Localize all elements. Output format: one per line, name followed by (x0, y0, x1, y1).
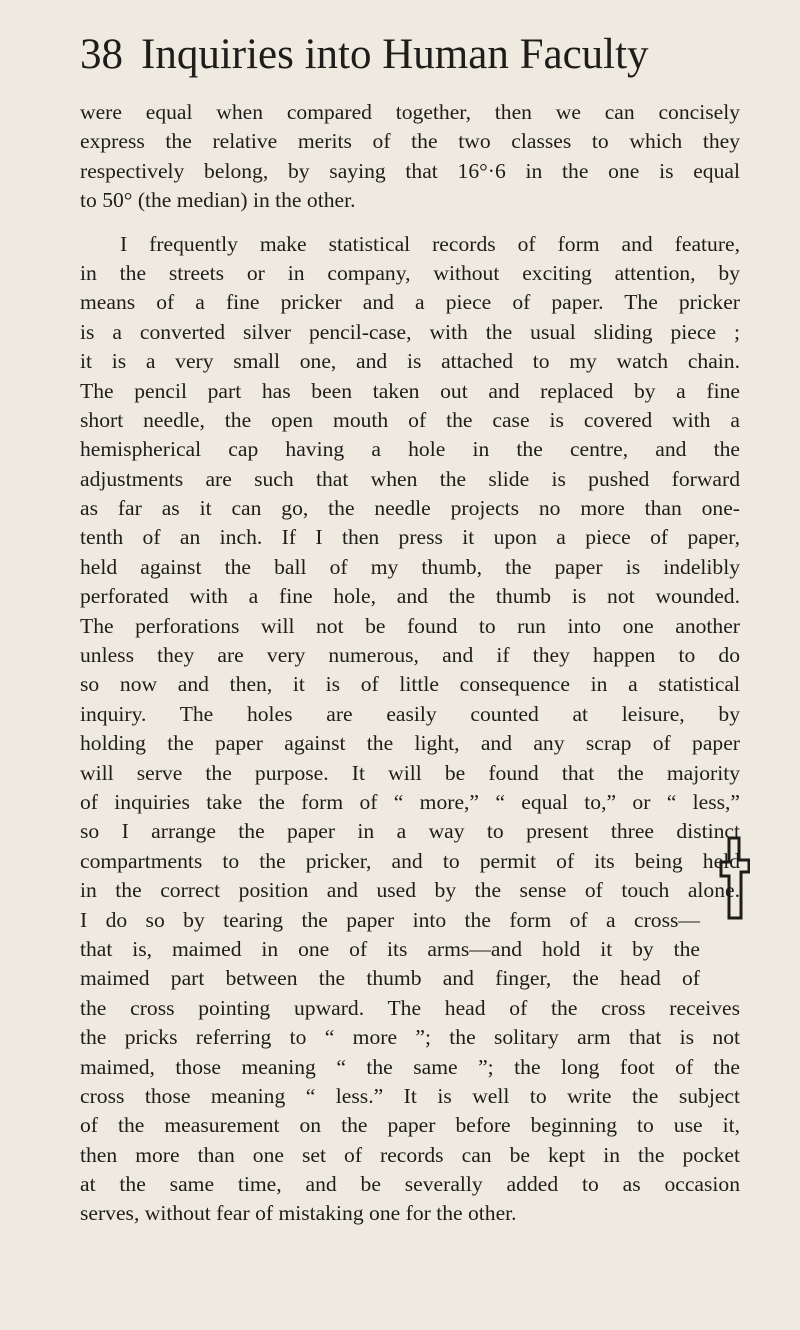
text-line: will serve the purpose. It will be found that the majority (80, 760, 740, 785)
text-line: of the measurement on the paper before beginning to use it, (80, 1113, 740, 1138)
page-header (80, 30, 740, 90)
paragraph-1 (80, 98, 740, 216)
text-line: it is a very small one, and is attached to my watch chain. (80, 349, 740, 374)
text-line: The perforations will not be found to run into one another (80, 613, 740, 638)
text-line: The pencil part has been taken out and replaced by a fine (80, 378, 740, 403)
paragraph-2 (80, 230, 740, 1229)
text-line: inquiry. The holes are easily counted at leisure, by (80, 701, 740, 726)
text-line: holding the paper against the light, and any scrap of paper (80, 731, 740, 756)
text-line: maimed part between the thumb and finger, the head of (80, 966, 700, 991)
page-number: 38 (80, 31, 123, 78)
text-line: held against the ball of my thumb, the paper is indelibly (80, 554, 740, 579)
text-line: is a converted silver pencil-case, with the usual sliding piece ; (80, 319, 740, 344)
text-line: short needle, the open mouth of the case is covered with a (80, 407, 740, 432)
text-line: that is, maimed in one of its arms—and hold it by the (80, 936, 700, 961)
text-line: compartments to the pricker, and to permit of its being held (80, 848, 740, 873)
running-title: Inquiries into Human Faculty (141, 31, 649, 78)
text-line: tenth of an inch. If I then press it upon a piece of paper, (80, 525, 740, 550)
text-line: at the same time, and be severally added to as occasion (80, 1172, 740, 1197)
text-line: the cross pointing upward. The head of the cross receives (80, 995, 740, 1020)
text-line: I frequently make statistical records of form and feature, (120, 231, 740, 256)
text-line: respectively belong, by saying that 16°·6 in the one is equal (80, 158, 740, 183)
text-line: cross those meaning “ less.” It is well to write the subject (80, 1083, 740, 1108)
text-line: I do so by tearing the paper into the form of a cross— (80, 907, 700, 932)
text-line: so now and then, it is of little consequence in a statistical (80, 672, 740, 697)
text-line: as far as it can go, the needle projects no more than one- (80, 496, 740, 521)
text-line: unless they are very numerous, and if they happen to do (80, 643, 740, 668)
text-line: hemispherical cap having a hole in the centre, and the (80, 437, 740, 462)
text-line: so I arrange the paper in a way to present three distinct (80, 819, 740, 844)
text-line: in the correct position and used by the sense of touch alone. (80, 878, 740, 903)
text-line: were equal when compared together, then we can concisely (80, 100, 740, 124)
text-line: then more than one set of records can be kept in the pocket (80, 1142, 740, 1167)
text-line: maimed, those meaning “ the same ”; the long foot of the (80, 1054, 740, 1079)
text-line: adjustments are such that when the slide is pushed forward (80, 466, 740, 491)
text-line: of inquiries take the form of “ more,” “ equal to,” or “ less,” (80, 789, 740, 814)
text-line: in the streets or in company, without exciting attention, by (80, 260, 740, 285)
paragraph-gap (80, 216, 740, 230)
maimed-cross-icon (718, 836, 750, 920)
text-line: perforated with a fine hole, and the thumb is not wounded. (80, 584, 740, 609)
text-line: serves, without fear of mistaking one for the other. (80, 1201, 517, 1226)
body-text (80, 98, 740, 1229)
text-line: express the relative merits of the two classes to which they (80, 129, 740, 154)
text-line: means of a fine pricker and a piece of paper. The pricker (80, 290, 740, 315)
text-line: the pricks referring to “ more ”; the solitary arm that is not (80, 1025, 740, 1050)
text-line: to 50° (the median) in the other. (80, 188, 356, 213)
